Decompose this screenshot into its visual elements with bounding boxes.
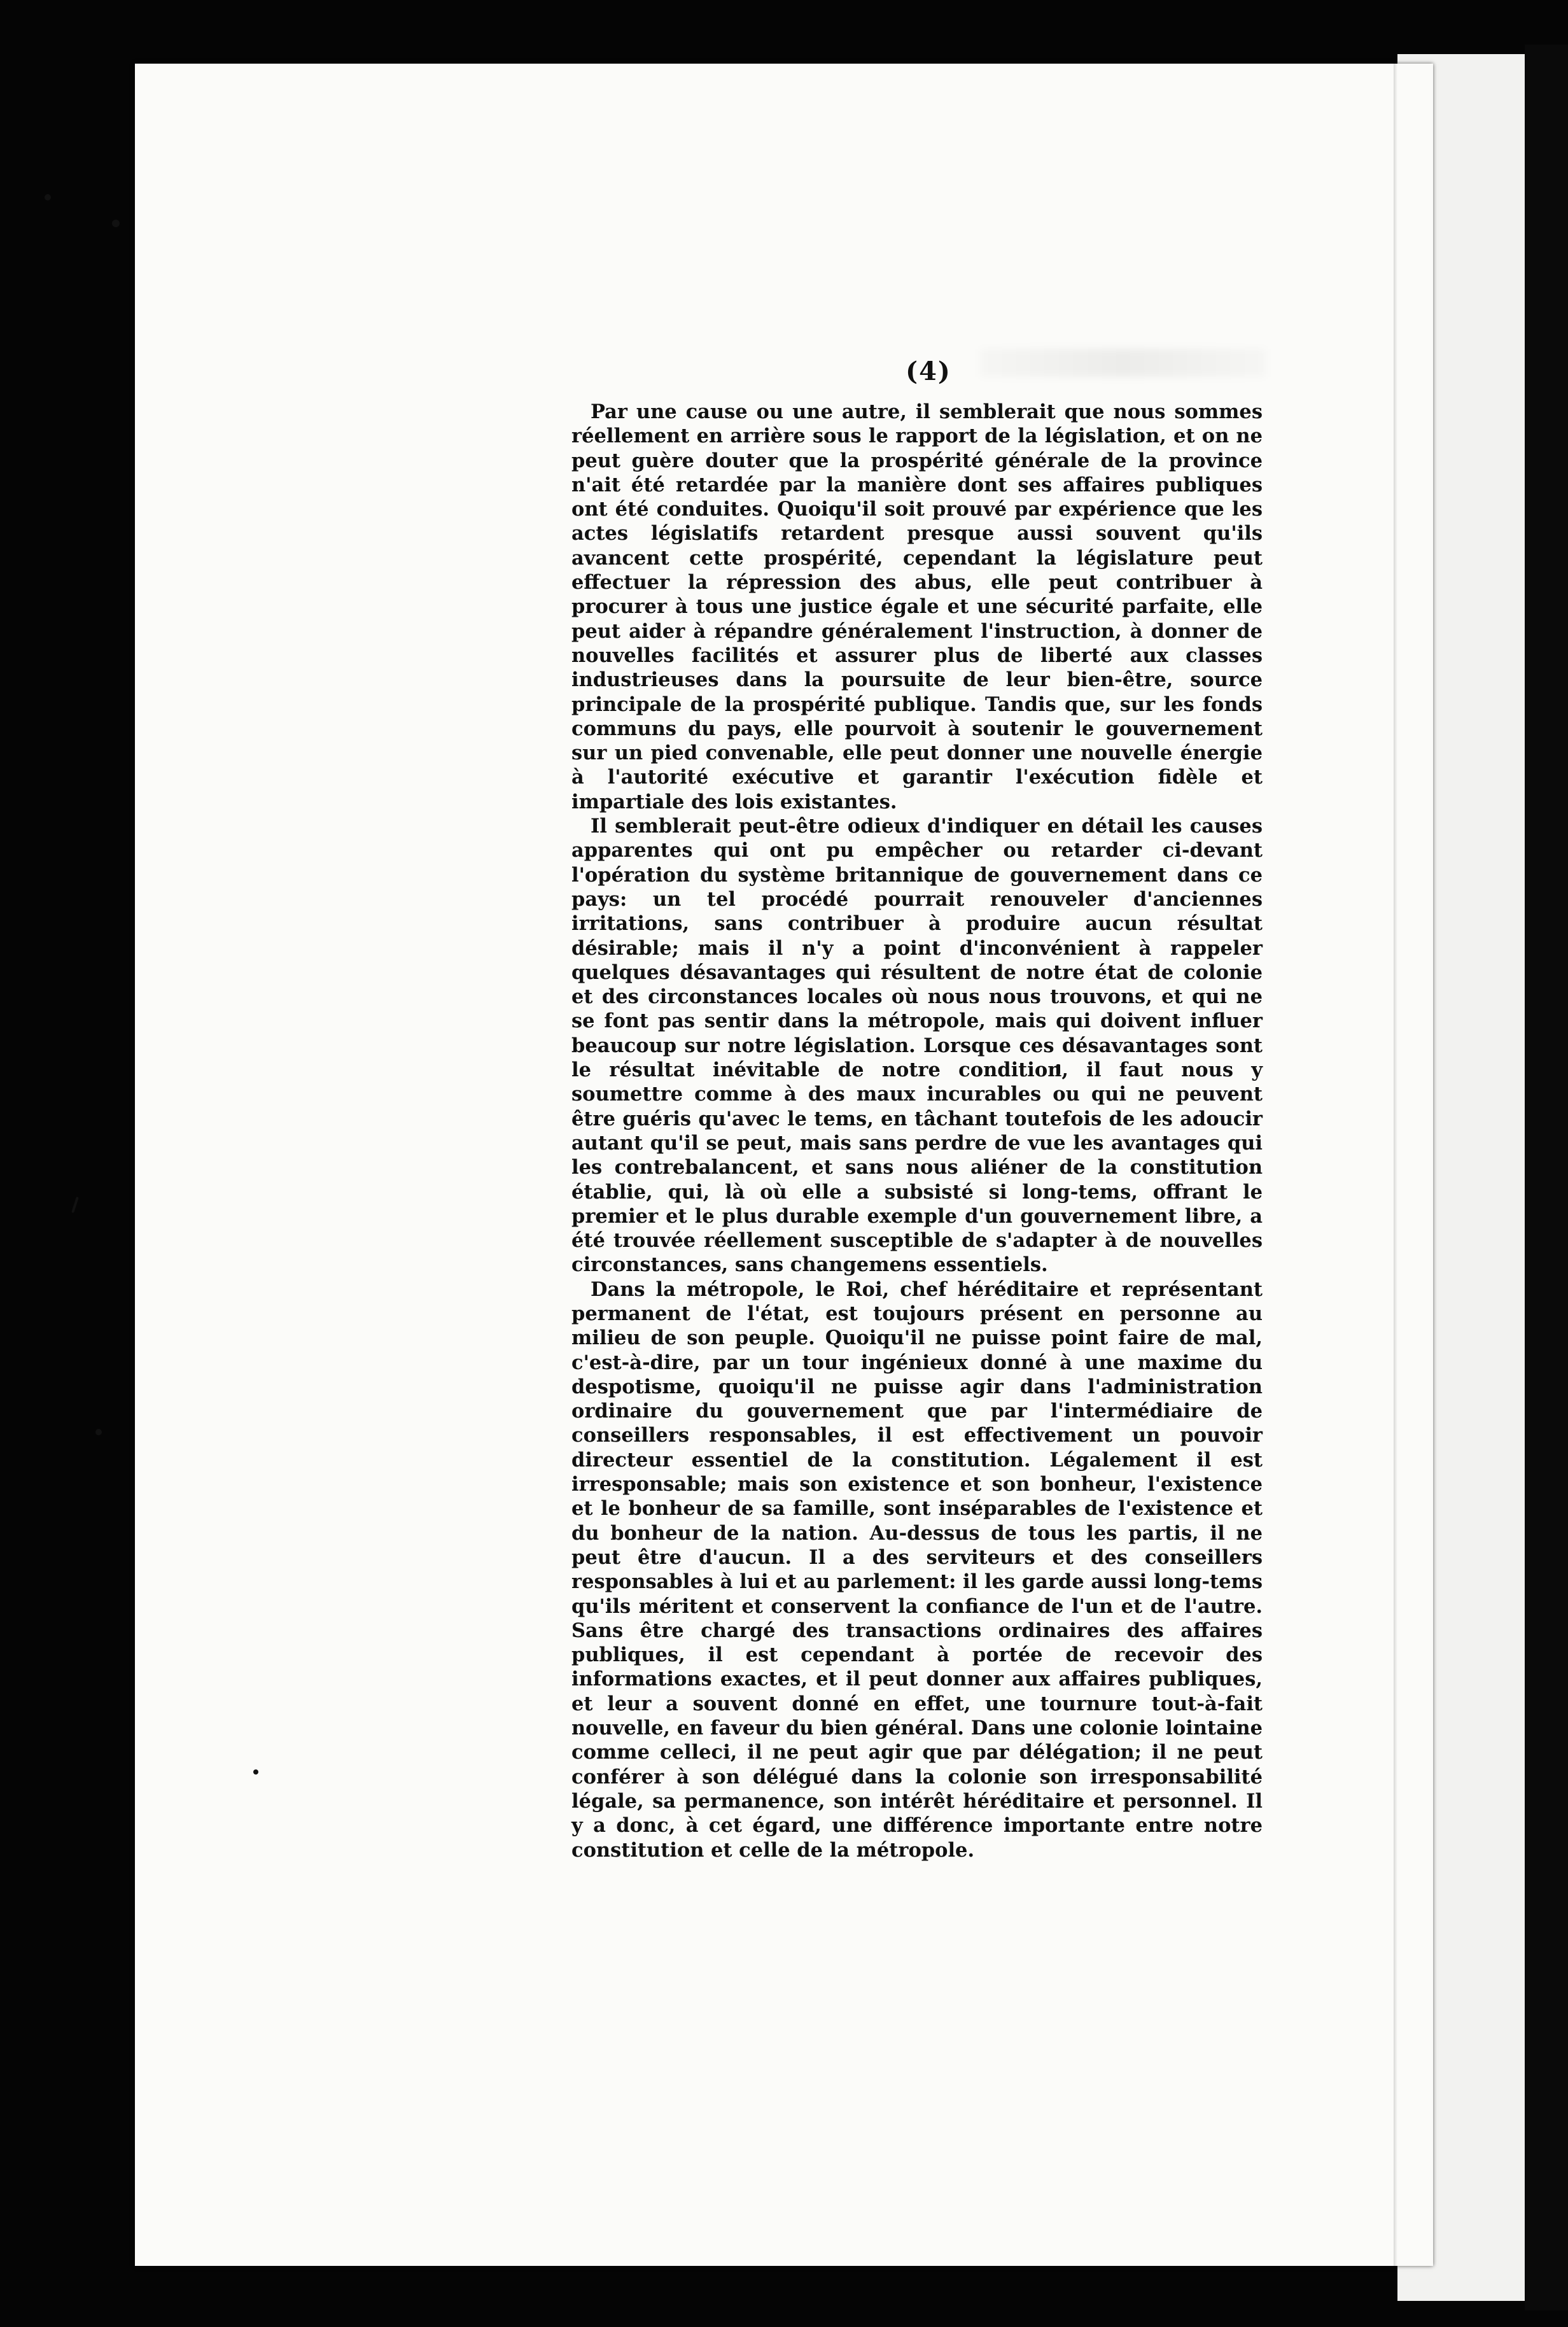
paragraph: Dans la métropole, le Roi, chef héréditaire et représentant permanent de l'état, est toujours présent en personne au milieu de son peuple. Quoiqu'il ne puisse point faire de mal, c'est-à-dire, par un tour ingénieux donné à une maxime du despotisme, quoiqu'il ne puisse agir dans l'administration ordinaire du gouvernement que par l'intermédiaire de conseillers responsables, il est effectivement un pouvoir directeur essentiel de la constitution. Légalement il est irresponsable; mais son existence et son bonheur, l'existence et le bonheur de sa famille, sont inséparables de l'existence et du bonheur de la nation. Au-dessus de tous les partis, il ne peut être d'aucun. Il a des serviteurs et des conseillers responsables à lui et au parlement: il les garde aussi long-tems qu'ils méritent et conservent la confiance de l'un et de l'autre. Sans être chargé des transactions ordinaires des affaires publiques, il est cependant à portée de recevoir des informations exactes, et il peut donner aux affaires publiques, et leur a souvent donné en effet, une tournure tout-à-fait nouvelle, en faveur du bien général. Dans une colonie lointaine comme celleci, il ne peut agir que par délégation; il ne peut conférer à son délégué dans la colonie son irresponsabilité légale, sa permanence, son intérêt héréditaire et personnel. Il y a donc, à cet égard, une différence importante entre notre constitution et celle de la métropole. <box>571 1277 1263 1862</box>
dust-speck <box>95 1429 102 1435</box>
dust-speck <box>45 194 51 200</box>
page-fold <box>1394 64 1397 2266</box>
body-text <box>571 400 1263 1862</box>
dust-speck <box>71 1197 79 1213</box>
paragraph: Par une cause ou une autre, il semblerait que nous sommes réellement en arrière sous le rapport de la législation, et on ne peut guère douter que la prospérité générale de la province n'ait été retardée par la manière dont ses affaires publiques ont été conduites. Quoiqu'il soit prouvé par expérience que les actes législatifs retardent presque aussi souvent qu'ils avancent cette prospérité, cependant la législature peut effectuer la répression des abus, elle peut contribuer à procurer à tous une justice égale et une sécurité parfaite, elle peut aider à répandre généralement l'instruction, à donner de nouvelles facilités et assurer plus de liberté aux classes industrieuses dans la poursuite de leur bien-être, source principale de la prospérité publique. Tandis que, sur les fonds communs du pays, elle pourvoit à soutenir le gouvernement sur un pied convenable, elle peut donner une nouvelle énergie à l'autorité exécutive et garantir l'exécution fidèle et impartiale des lois existantes. <box>571 400 1263 813</box>
show-through-bleed <box>980 349 1266 377</box>
dust-speck <box>253 1769 258 1775</box>
scanner-border-right <box>1525 45 1568 2310</box>
dust-speck <box>112 220 120 227</box>
paragraph: Il semblerait peut-être odieux d'indiquer en détail les causes apparentes qui ont pu empêcher ou retarder ci-devant l'opération du système britannique de gouvernement dans ce pays: un tel procédé pourrait renouveler d'anciennes irritations, sans contribuer à produire aucun résultat désirable; mais il n'y a point d'inconvénient à rappeler quelques désavantages qui résultent de notre état de colonie et des circonstances locales où nous nous trouvons, et qui ne se font pas sentir dans la métropole, mais qui doivent influer beaucoup sur notre législation. Lorsque ces désavantages sont le résultat inévitable de notre condition, il faut nous y soumettre comme à des maux incurables ou qui ne peuvent être guéris qu'avec le tems, en tâchant toutefois de les adoucir autant qu'il se peut, mais sans perdre de vue les avantages qui les contrebalancent, et sans nous aliéner de la constitution établie, qui, là où elle a subsisté si long-tems, offrant le premier et le plus durable exemple d'un gouvernement libre, a été trouvée réellement susceptible de s'adapter à de nouvelles circonstances, sans changemens essentiels. <box>571 815 1263 1277</box>
page-number: (4) <box>906 356 951 386</box>
